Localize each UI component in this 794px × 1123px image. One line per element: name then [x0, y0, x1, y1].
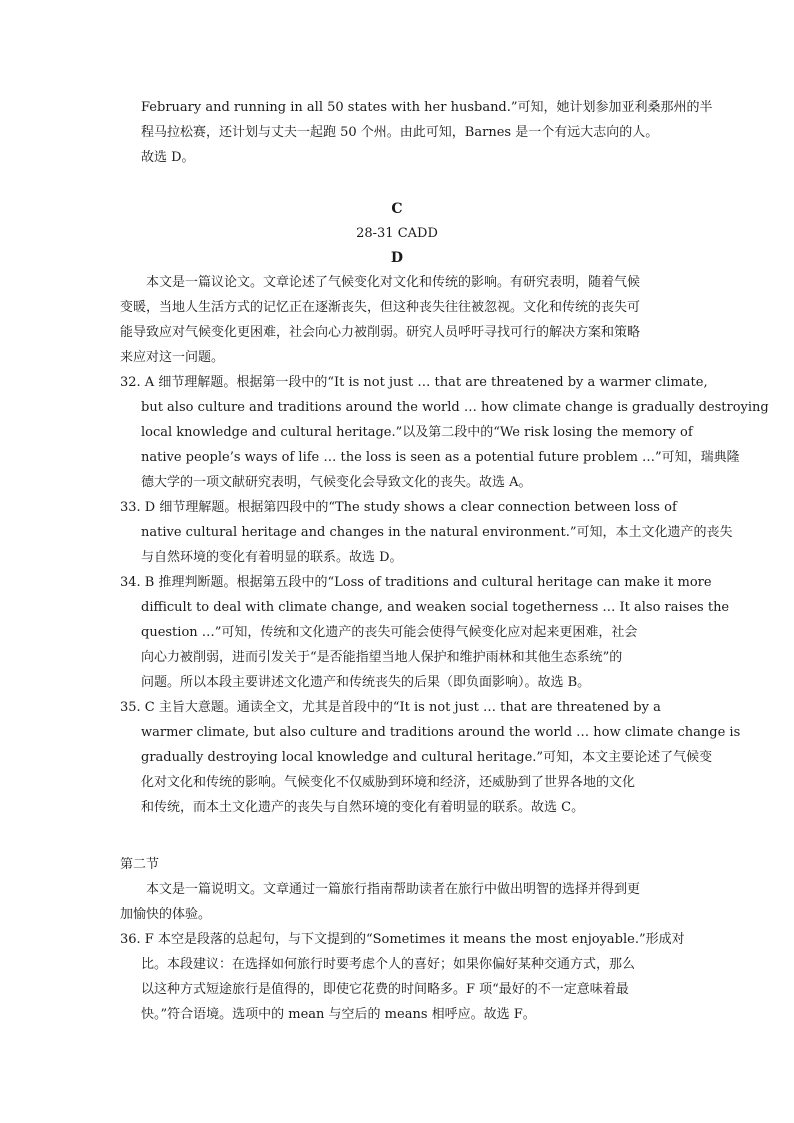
section-heading-2: 第二节 [120, 857, 160, 872]
answer-explanation: 向心力被削弱，进而引发关于“是否能指望当地人保护和维护雨林和其他生态系统”的 [141, 650, 623, 665]
answer-explanation: 与自然环境的变化有着明显的联系。故选 D。 [141, 550, 403, 565]
answer-explanation: 35. C 主旨大意题。通读全文，尤其是首段中的“It is not just … that are threatened by a [120, 700, 661, 715]
answer-explanation: native people’s ways of life … the loss is seen as a potential future problem …”可知，瑞典隆 [141, 450, 740, 465]
summary-line: 能导致应对气候变化更困难，社会向心力被削弱。研究人员呼吁寻找可行的解决方案和策略 [120, 325, 641, 340]
summary-line: 变暖，当地人生活方式的记忆正在逐渐丧失，但这种丧失往往被忽视。文化和传统的丧失可 [120, 300, 641, 315]
answer-explanation: 以这种方式短途旅行是值得的，即使它花费的时间略多。F 项“最好的不一定意味着最 [141, 982, 629, 997]
answer-explanation: 问题。所以本段主要讲述文化遗产和传统丧失的后果（即负面影响）。故选 B。 [141, 675, 591, 690]
summary-line: 加愉快的体验。 [120, 907, 212, 922]
answer-explanation: local knowledge and cultural heritage.”以及第二段中的“We risk losing the memory of [141, 425, 693, 440]
summary-line: 来应对这一问题。 [120, 350, 225, 365]
answer-explanation: 和传统，而本土文化遗产的丧失与自然环境的变化有着明显的联系。故选 C。 [141, 800, 585, 815]
answer-explanation: 化对文化和传统的影响。气候变化不仅威胁到环境和经济，还威胁到了世界各地的文化 [141, 775, 636, 790]
text-line: 程马拉松赛，还计划与丈夫一起跑 50 个州。由此可知，Barnes 是一个有远大志向的人。 [141, 125, 659, 140]
answer-explanation: 36. F 本空是段落的总起句，与下文提到的“Sometimes it means the most enjoyable.”形成对 [120, 932, 685, 947]
answer-explanation: warmer climate, but also culture and traditions around the world … how climate change is [141, 725, 741, 740]
text-line: February and running in all 50 states with her husband.”可知，她计划参加亚利桑那州的半 [141, 100, 713, 115]
text-line: 故选 D。 [141, 150, 195, 165]
answer-explanation: 32. A 细节理解题。根据第一段中的“It is not just … that are threatened by a warmer climate, [120, 375, 708, 390]
answer-explanation: native cultural heritage and changes in the natural environment.”可知，本土文化遗产的丧失 [141, 525, 733, 540]
answer-explanation: but also culture and traditions around the world … how climate change is gradually destroying [141, 400, 769, 415]
section-heading-d: D [390, 250, 404, 266]
summary-line: 本文是一篇说明文。文章通过一篇旅行指南帮助读者在旅行中做出明智的选择并得到更 [146, 882, 641, 897]
answer-explanation: 33. D 细节理解题。根据第四段中的“The study shows a clear connection between loss of [120, 500, 677, 515]
answer-explanation: difficult to deal with climate change, and weaken social togetherness … It also raises the [141, 600, 730, 615]
answer-explanation: 快。”符合语境。选项中的 mean 与空后的 means 相呼应。故选 F。 [141, 1007, 536, 1022]
answer-explanation: 比。本段建议：在选择如何旅行时要考虑个人的喜好；如果你偏好某种交通方式，那么 [141, 957, 636, 972]
summary-line: 本文是一篇议论文。文章论述了气候变化对文化和传统的影响。有研究表明，随着气候 [146, 275, 641, 290]
answer-explanation: 34. B 推理判断题。根据第五段中的“Loss of traditions and cultural heritage can make it more [120, 575, 712, 590]
answer-explanation: 德大学的一项文献研究表明，气候变化会导致文化的丧失。故选 A。 [141, 475, 532, 490]
answer-key: 28-31 CADD [356, 226, 438, 241]
section-heading-c: C [391, 201, 403, 217]
answer-explanation: question …”可知，传统和文化遗产的丧失可能会使得气候变化应对起来更困难，社会 [141, 625, 638, 640]
answer-explanation: gradually destroying local knowledge and cultural heritage.”可知，本文主要论述了气候变 [141, 750, 713, 765]
